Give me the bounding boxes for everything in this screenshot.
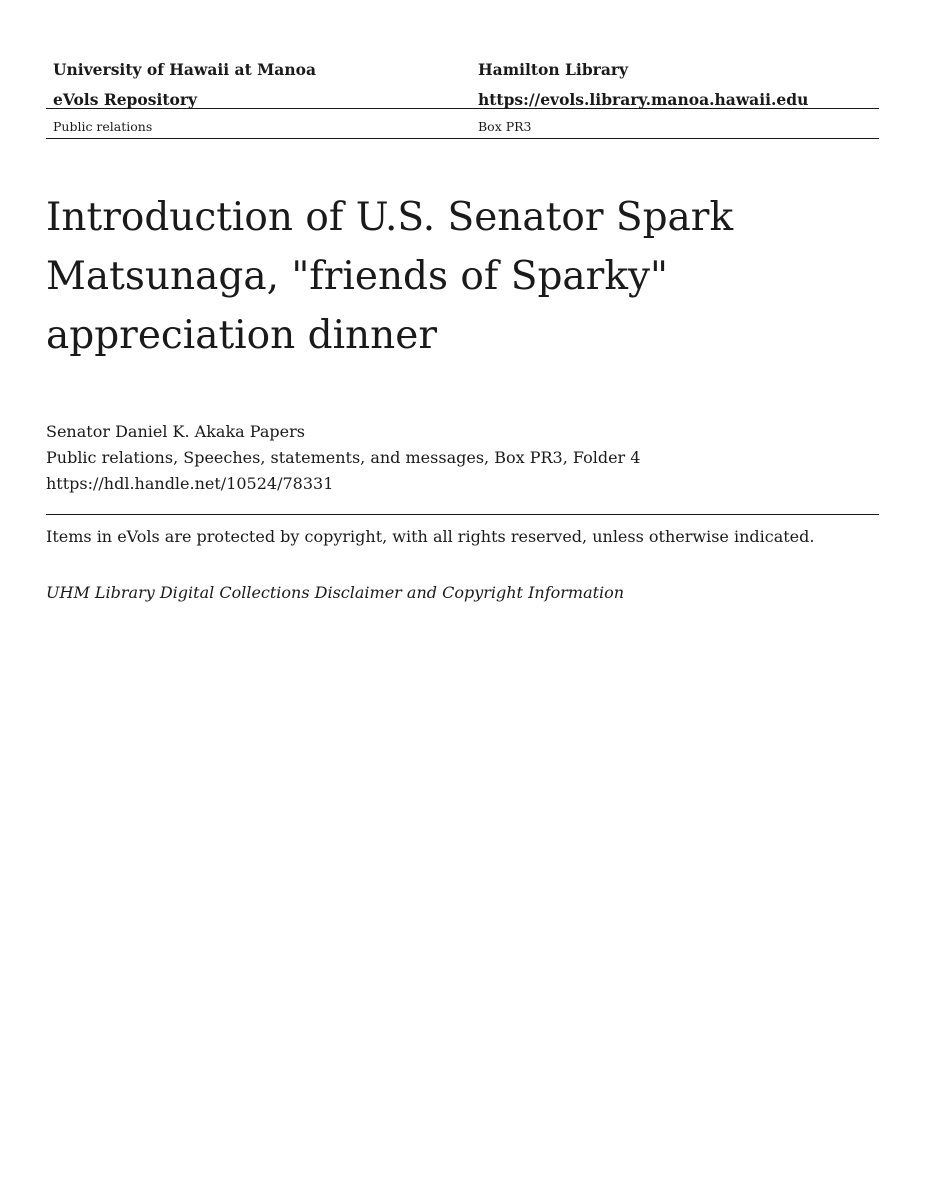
header-table [46,54,879,114]
header-row-1 [46,54,879,84]
header-row-2 [46,84,879,114]
document-title: Introduction of U.S. Senator Spark Matsunaga, "friends of Sparky" appreciation dinner [46,195,734,358]
box-label: Box PR3 [478,118,532,134]
header-divider-top [46,108,879,109]
header-row-3 [46,114,879,138]
handle-link[interactable]: https://hdl.handle.net/10524/78331 [46,474,334,493]
rights-statement: Items in eVols are protected by copyright, with all rights reserved, unless otherwise indicated. [46,527,815,546]
library-name: Hamilton Library [478,59,629,79]
header-divider-bottom [46,138,879,139]
folder-location: Public relations, Speeches, statements, and messages, Box PR3, Folder 4 [46,448,641,467]
metadata-divider [46,514,879,515]
disclaimer-link[interactable]: UHM Library Digital Collections Disclaimer and Copyright Information [46,583,625,602]
institution-name: University of Hawaii at Manoa [53,59,316,79]
repository-url[interactable]: https://evols.library.manoa.hawaii.edu [478,89,809,109]
document-metadata [46,419,879,497]
papers-name: Senator Daniel K. Akaka Papers [46,422,305,441]
repository-name: eVols Repository [53,89,198,109]
collection-name: Public relations [53,118,153,134]
